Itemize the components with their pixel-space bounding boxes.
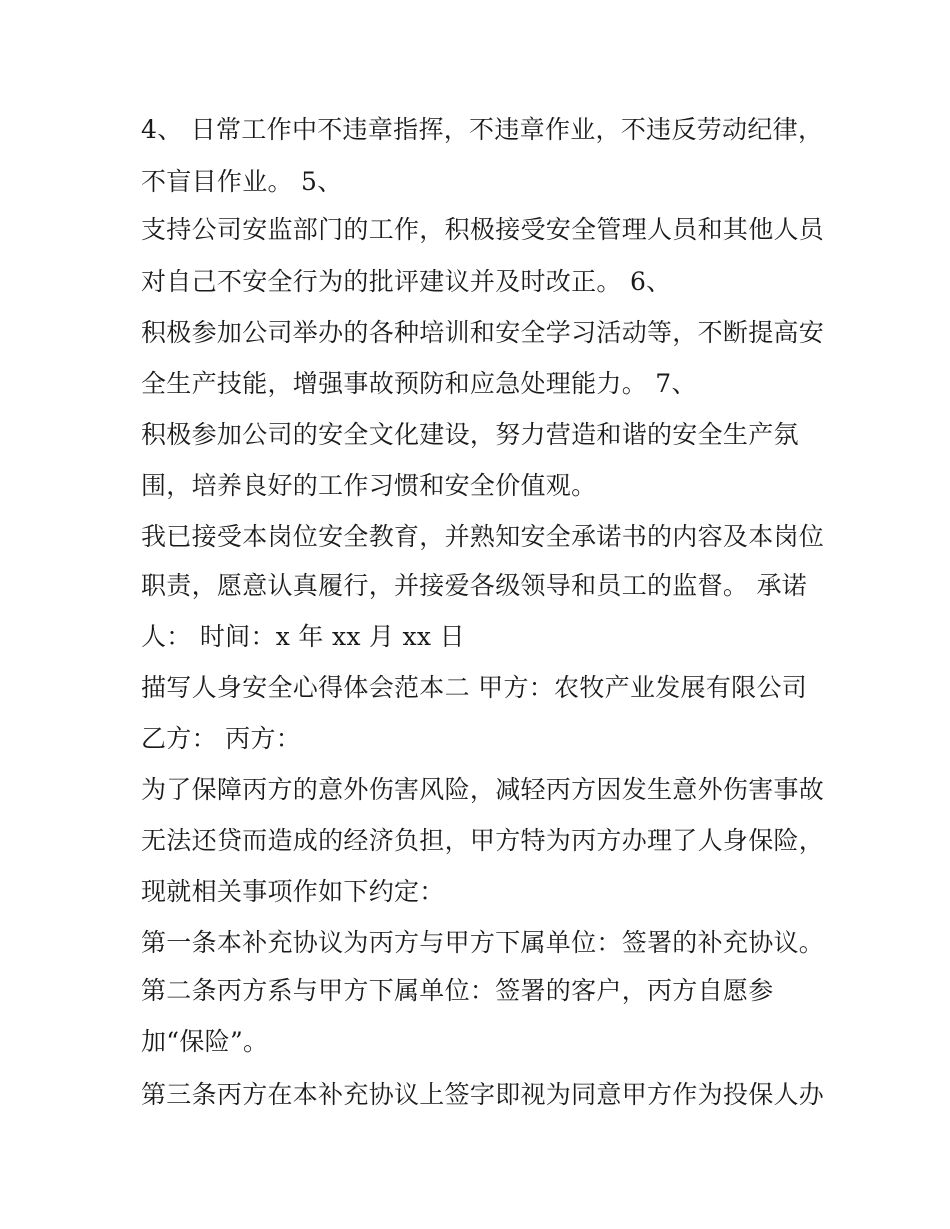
text-line: 乙方： 丙方： — [141, 724, 302, 753]
text-line: 积极参加公司举办的各种培训和安全学习活动等，不断提高安 — [141, 318, 825, 347]
text-line: 对自己不安全行为的批评建议并及时改正。 6、 — [141, 267, 672, 296]
text-line: 职责，愿意认真履行，并接爱各级领导和员工的监督。 承诺 — [141, 571, 808, 600]
text-line: 第二条丙方系与甲方下属单位：签署的客户，丙方自愿参 — [141, 976, 774, 1005]
text-line: 4、 日常工作中不违章指挥，不违章作业，不违反劳动纪律， — [141, 115, 824, 144]
text-line: 人： 时间：x 年 xx 月 xx 日 — [141, 622, 465, 651]
text-line: 为了保障丙方的意外伤害风险，减轻丙方因发生意外伤害事故 — [141, 775, 825, 804]
text-line: 第三条丙方在本补充协议上签字即视为同意甲方作为投保人办 — [141, 1080, 825, 1109]
text-line: 我已接受本岗位安全教育，并熟知安全承诺书的内容及本岗位 — [141, 522, 825, 551]
text-line: 全生产技能，增强事故预防和应急处理能力。 7、 — [141, 369, 697, 398]
text-line: 加“保险”。 — [141, 1027, 269, 1056]
text-line: 现就相关事项作如下约定： — [141, 877, 445, 906]
text-line: 描写人身安全心得体会范本二 甲方：农牧产业发展有限公司 — [141, 673, 808, 702]
text-line: 无法还贷而造成的经济负担，甲方特为丙方办理了人身保险， — [141, 826, 825, 855]
text-line: 支持公司安监部门的工作，积极接受安全管理人员和其他人员 — [141, 215, 825, 244]
text-line: 积极参加公司的安全文化建设，努力营造和谐的安全生产氛 — [141, 420, 799, 449]
text-line: 不盲目作业。 5、 — [141, 167, 343, 196]
text-line: 第一条本补充协议为丙方与甲方下属单位：签署的补充协议。 — [141, 928, 825, 957]
text-line: 围，培养良好的工作习惯和安全价值观。 — [141, 471, 597, 500]
